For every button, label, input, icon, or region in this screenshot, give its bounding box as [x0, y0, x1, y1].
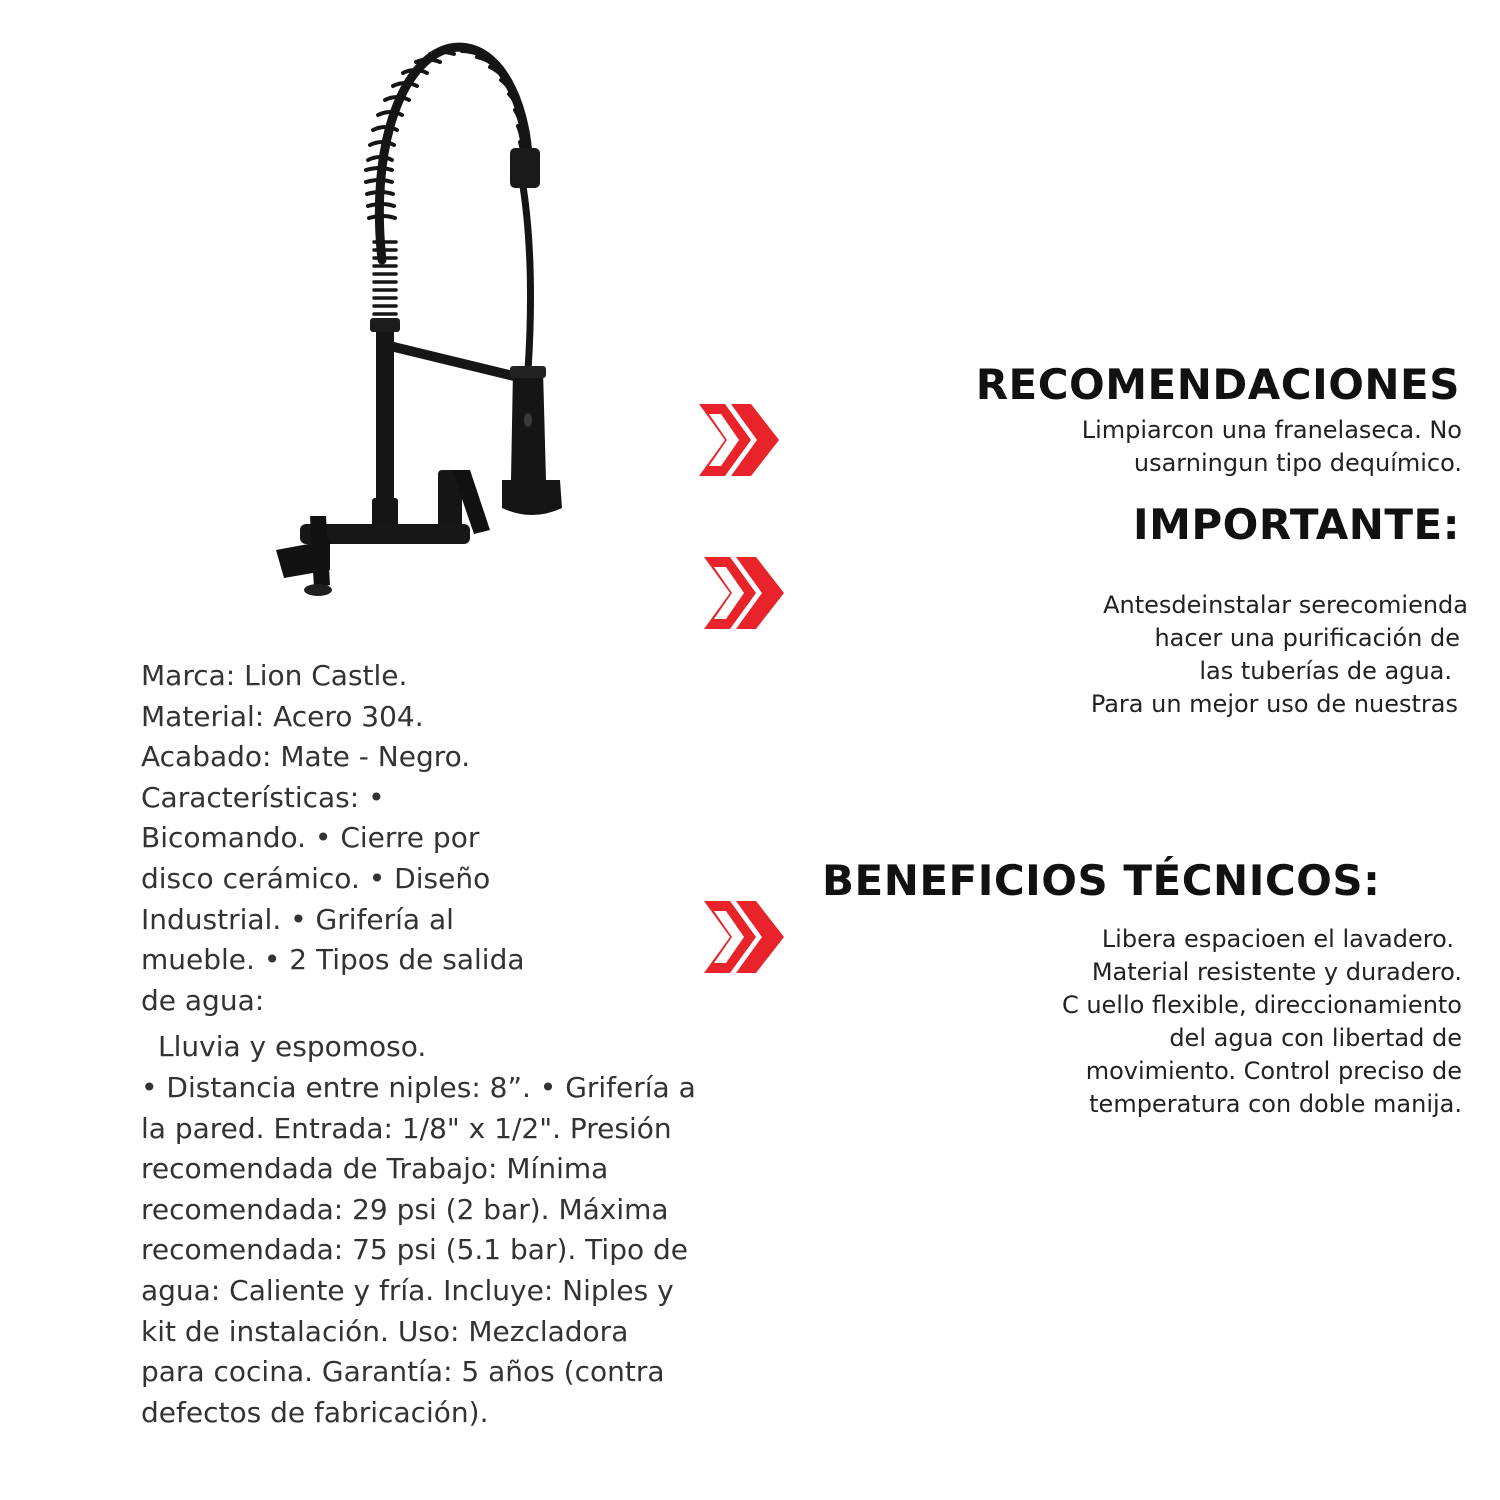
benefits-text [942, 923, 1462, 1121]
faucet-image [270, 30, 590, 610]
spec-line: defectos de fabricación). [141, 1395, 489, 1429]
chevron-arrow-icon [700, 553, 790, 633]
spec-line: Acabado: Mate - Negro. [141, 740, 471, 774]
spec-line: • Distancia entre niples: 8”. • Grifería a [141, 1070, 696, 1104]
benefits-line: temperatura con doble manija. [1089, 1090, 1462, 1118]
spec-line: agua: Caliente y fría. Incluye: Niples y [141, 1273, 674, 1307]
important-text [948, 589, 1468, 721]
important-line: hacer una purificación de [1154, 624, 1460, 652]
benefits-line: Material resistente y duradero. [1091, 958, 1462, 986]
important-line: las tuberías de agua. [1199, 657, 1452, 685]
spec-line: Características: • [141, 780, 385, 814]
spec-line: Material: Acero 304. [141, 699, 424, 733]
recommendations-title: RECOMENDACIONES [975, 360, 1460, 409]
spec-line: Industrial. • Grifería al [141, 902, 454, 936]
product-specs [141, 656, 731, 1433]
spec-line: la pared. Entrada: 1/8" x 1/2". Presión [141, 1111, 672, 1145]
spec-line: Lluvia y espomoso. [158, 1030, 427, 1064]
benefits-title: BENEFICIOS TÉCNICOS: [822, 856, 1381, 905]
benefits-line: C uello flexible, direccionamiento [1061, 991, 1462, 1019]
recommendations-text [942, 414, 1462, 480]
spec-line: recomendada: 29 psi (2 bar). Máxima [141, 1192, 669, 1226]
spec-line: Marca: Lion Castle. [141, 659, 408, 692]
chevron-arrow-icon [695, 400, 785, 480]
spec-line: kit de instalación. Uso: Mezcladora [141, 1314, 629, 1348]
spec-line: recomendada de Trabajo: Mínima [141, 1152, 609, 1186]
important-line: Para un mejor uso de nuestras [1090, 690, 1458, 718]
important-title: IMPORTANTE: [1132, 500, 1460, 549]
recommendations-line: Limpiarcon una franelaseca. No [1081, 416, 1462, 444]
recommendations-line: usarningun tipo dequímico. [1133, 449, 1462, 477]
spec-line: disco cerámico. • Diseño [141, 861, 491, 895]
spec-line: para cocina. Garantía: 5 años (contra [141, 1355, 665, 1389]
spec-line: mueble. • 2 Tipos de salida [141, 943, 525, 977]
benefits-line: movimiento. Control preciso de [1085, 1057, 1462, 1085]
spec-line: Bicomando. • Cierre por [141, 821, 480, 855]
benefits-line: del agua con libertad de [1169, 1024, 1462, 1052]
important-line: Antesdeinstalar serecomienda [1103, 591, 1468, 619]
spec-line: de agua: [141, 983, 265, 1017]
benefits-line: Libera espacioen el lavadero. [1101, 925, 1454, 953]
spec-line: recomendada: 75 psi (5.1 bar). Tipo de [141, 1233, 689, 1267]
